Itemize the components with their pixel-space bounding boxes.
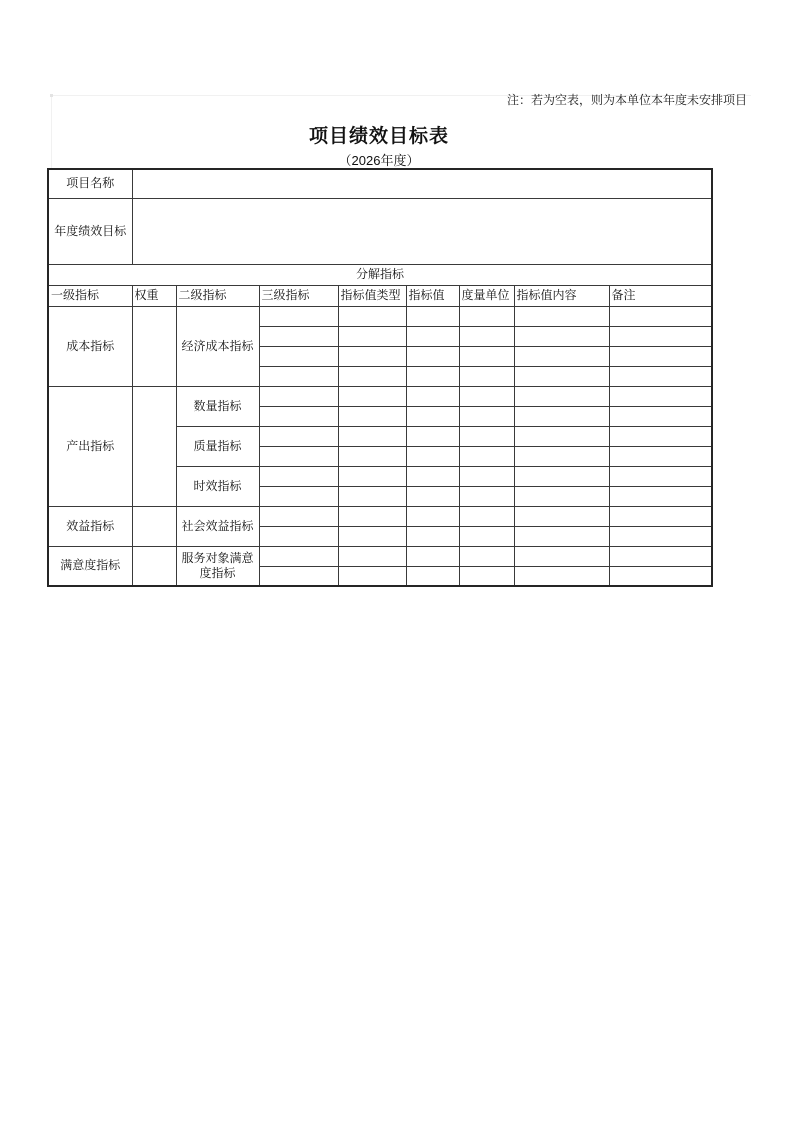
empty-data-cell bbox=[406, 366, 459, 386]
empty-data-cell bbox=[459, 386, 514, 406]
empty-data-cell bbox=[259, 386, 338, 406]
weight-cell-benefit bbox=[132, 506, 176, 546]
empty-data-cell bbox=[338, 326, 406, 346]
empty-data-cell bbox=[514, 426, 609, 446]
level2-cell-social-benefit: 社会效益指标 bbox=[176, 506, 259, 546]
empty-data-cell bbox=[609, 486, 712, 506]
empty-data-cell bbox=[514, 566, 609, 586]
empty-data-cell bbox=[259, 446, 338, 466]
level2-cell-economic-cost: 经济成本指标 bbox=[176, 306, 259, 386]
empty-data-cell bbox=[459, 446, 514, 466]
column-header-row bbox=[48, 285, 712, 306]
empty-data-cell bbox=[459, 346, 514, 366]
project-name-row bbox=[48, 169, 712, 198]
empty-data-cell bbox=[609, 546, 712, 566]
col-header-level1: 一级指标 bbox=[48, 285, 132, 306]
empty-data-cell bbox=[338, 566, 406, 586]
empty-data-cell bbox=[609, 406, 712, 426]
empty-data-cell bbox=[459, 326, 514, 346]
empty-data-cell bbox=[338, 366, 406, 386]
empty-data-cell bbox=[609, 466, 712, 486]
empty-data-cell bbox=[338, 386, 406, 406]
empty-data-cell bbox=[459, 366, 514, 386]
empty-data-cell bbox=[406, 486, 459, 506]
level1-cell-cost: 成本指标 bbox=[48, 306, 132, 386]
empty-data-cell bbox=[406, 566, 459, 586]
empty-data-cell bbox=[459, 566, 514, 586]
empty-data-cell bbox=[514, 526, 609, 546]
page-title: 项目绩效目标表 bbox=[308, 126, 449, 147]
empty-data-cell bbox=[406, 346, 459, 366]
empty-data-cell bbox=[514, 366, 609, 386]
empty-data-cell bbox=[259, 346, 338, 366]
weight-cell-output bbox=[132, 386, 176, 506]
empty-data-cell bbox=[609, 566, 712, 586]
annual-goal-value bbox=[132, 198, 712, 264]
empty-data-cell bbox=[459, 466, 514, 486]
empty-data-cell bbox=[609, 526, 712, 546]
empty-data-cell bbox=[514, 506, 609, 526]
col-header-level2: 二级指标 bbox=[176, 285, 259, 306]
decomposed-indicators-header: 分解指标 bbox=[48, 264, 712, 285]
empty-data-cell bbox=[259, 306, 338, 326]
empty-data-cell bbox=[514, 386, 609, 406]
level2-cell-service-satisfaction: 服务对象满意度指标 bbox=[176, 546, 259, 586]
empty-data-cell bbox=[459, 426, 514, 446]
col-header-value-content: 指标值内容 bbox=[514, 285, 609, 306]
empty-data-cell bbox=[338, 546, 406, 566]
empty-data-cell bbox=[338, 406, 406, 426]
empty-data-cell bbox=[514, 546, 609, 566]
weight-cell-satisfaction bbox=[132, 546, 176, 586]
empty-data-cell bbox=[406, 546, 459, 566]
empty-data-cell bbox=[609, 326, 712, 346]
empty-data-cell bbox=[338, 306, 406, 326]
empty-data-cell bbox=[459, 546, 514, 566]
table-row bbox=[48, 506, 712, 526]
empty-data-cell bbox=[259, 426, 338, 446]
empty-data-cell bbox=[406, 306, 459, 326]
table-row bbox=[48, 546, 712, 566]
empty-data-cell bbox=[406, 386, 459, 406]
level1-cell-output: 产出指标 bbox=[48, 386, 132, 506]
empty-data-cell bbox=[459, 486, 514, 506]
annual-goal-label: 年度绩效目标 bbox=[48, 198, 132, 264]
level1-cell-satisfaction: 满意度指标 bbox=[48, 546, 132, 586]
project-name-label: 项目名称 bbox=[48, 169, 132, 198]
empty-data-cell bbox=[406, 526, 459, 546]
empty-data-cell bbox=[338, 526, 406, 546]
empty-data-cell bbox=[609, 346, 712, 366]
table-row bbox=[48, 306, 712, 326]
empty-data-cell bbox=[514, 466, 609, 486]
empty-data-cell bbox=[459, 526, 514, 546]
empty-data-cell bbox=[406, 406, 459, 426]
empty-data-cell bbox=[609, 446, 712, 466]
empty-data-cell bbox=[338, 466, 406, 486]
empty-data-cell bbox=[406, 506, 459, 526]
project-name-value bbox=[132, 169, 712, 198]
level1-cell-benefit: 效益指标 bbox=[48, 506, 132, 546]
empty-data-cell bbox=[609, 506, 712, 526]
empty-data-cell bbox=[259, 406, 338, 426]
empty-data-cell bbox=[338, 506, 406, 526]
performance-target-table bbox=[47, 168, 713, 587]
col-header-remarks: 备注 bbox=[609, 285, 712, 306]
col-header-level3: 三级指标 bbox=[259, 285, 338, 306]
weight-cell-cost bbox=[132, 306, 176, 386]
level2-cell-quantity: 数量指标 bbox=[176, 386, 259, 426]
empty-data-cell bbox=[338, 426, 406, 446]
empty-data-cell bbox=[259, 506, 338, 526]
empty-data-cell bbox=[514, 346, 609, 366]
empty-data-cell bbox=[609, 366, 712, 386]
col-header-unit: 度量单位 bbox=[459, 285, 514, 306]
empty-data-cell bbox=[514, 446, 609, 466]
empty-data-cell bbox=[259, 466, 338, 486]
empty-data-cell bbox=[338, 346, 406, 366]
page-subtitle: （2026年度） bbox=[338, 153, 420, 168]
empty-table-note: 注：若为空表，则为本单位本年度未安排项目 bbox=[506, 93, 747, 107]
annual-goal-row bbox=[48, 198, 712, 264]
empty-data-cell bbox=[406, 446, 459, 466]
empty-data-cell bbox=[259, 526, 338, 546]
empty-data-cell bbox=[259, 546, 338, 566]
empty-data-cell bbox=[259, 366, 338, 386]
empty-data-cell bbox=[406, 326, 459, 346]
empty-data-cell bbox=[459, 406, 514, 426]
empty-data-cell bbox=[609, 306, 712, 326]
empty-data-cell bbox=[514, 406, 609, 426]
empty-data-cell bbox=[259, 486, 338, 506]
col-header-weight: 权重 bbox=[132, 285, 176, 306]
empty-data-cell bbox=[338, 486, 406, 506]
col-header-value-type: 指标值类型 bbox=[338, 285, 406, 306]
decomposed-indicators-row bbox=[48, 264, 712, 285]
print-margin-corner bbox=[50, 94, 53, 97]
level2-cell-quality: 质量指标 bbox=[176, 426, 259, 466]
empty-data-cell bbox=[406, 466, 459, 486]
empty-data-cell bbox=[609, 386, 712, 406]
table-row bbox=[48, 386, 712, 406]
empty-data-cell bbox=[514, 326, 609, 346]
level2-cell-timeliness: 时效指标 bbox=[176, 466, 259, 506]
empty-data-cell bbox=[514, 486, 609, 506]
empty-data-cell bbox=[609, 426, 712, 446]
empty-data-cell bbox=[459, 306, 514, 326]
empty-data-cell bbox=[338, 446, 406, 466]
empty-data-cell bbox=[406, 426, 459, 446]
empty-data-cell bbox=[459, 506, 514, 526]
col-header-value: 指标值 bbox=[406, 285, 459, 306]
empty-data-cell bbox=[259, 326, 338, 346]
empty-data-cell bbox=[259, 566, 338, 586]
empty-data-cell bbox=[514, 306, 609, 326]
